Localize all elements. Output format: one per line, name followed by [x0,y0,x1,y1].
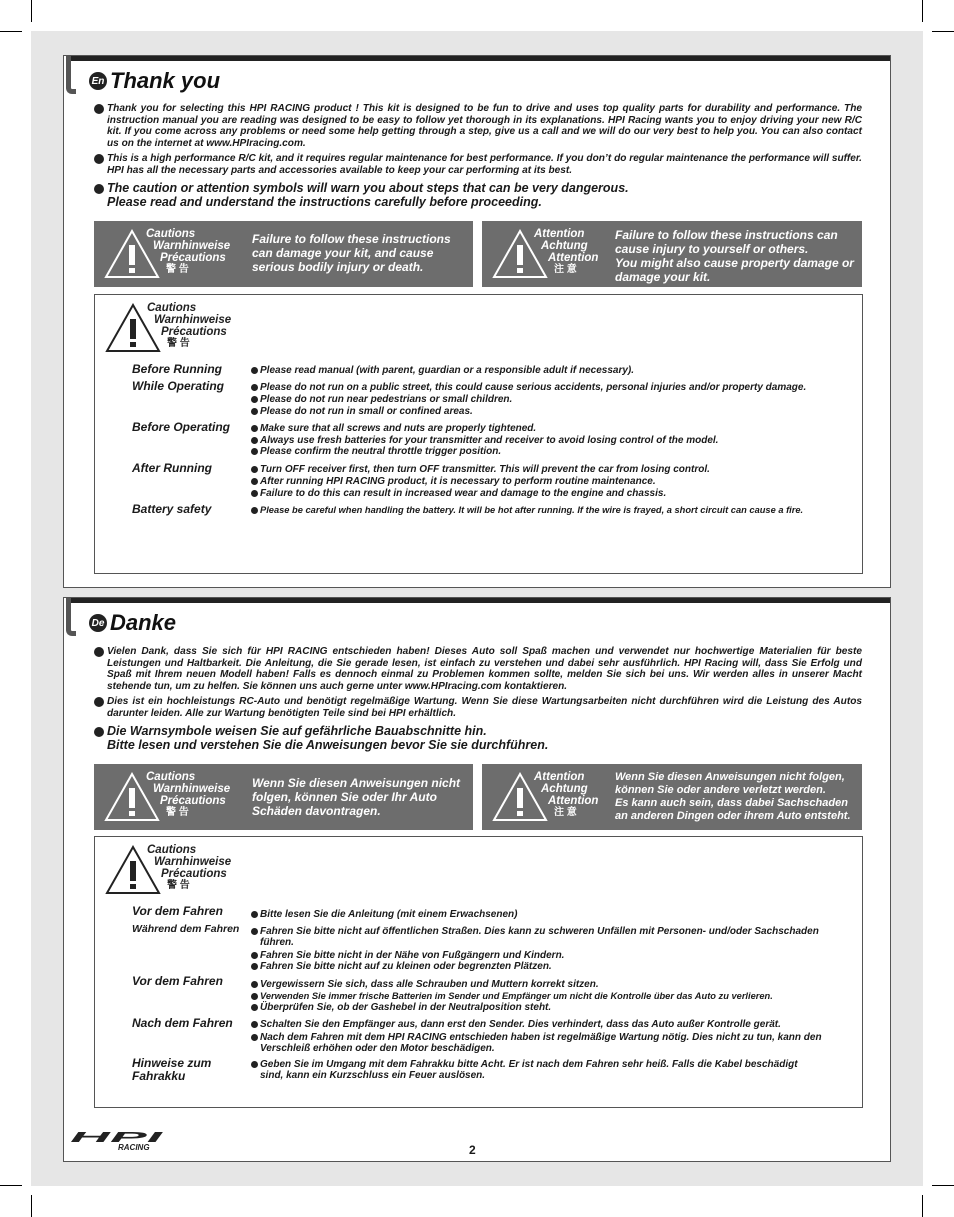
rule-item: Schalten Sie den Empfänger aus, dann erst den Sender. Dies verhindert, dass das Auto außer Kontrolle gerät. [251,1019,860,1030]
rule-label: After Running [132,461,212,475]
rule-item: Please read manual (with parent, guardian or a responsible adult if necessary). [251,365,860,376]
rule-item-continued: Failure to do this can result in increased wear and damage to the engine and chassis. [251,488,860,499]
intro-en [94,103,862,213]
rule-item: Turn OFF receiver first, then turn OFF transmitter. This will prevent the car from losing control. [251,464,860,475]
rule-label: Nach dem Fahren [132,1016,233,1030]
rule-item: Please be careful when handling the battery. It will be hot after running. If the wire is frayed, a short circuit can cause a fire. [251,505,860,516]
caution-words: Cautions Warnhinweise Précautions 警 告 [147,844,232,891]
intro-paragraph: Thank you for selecting this HPI RACING product ! This kit is designed to be fun to drive and uses top quality parts for durability and performance. The instruction manual you are reading was designed to be easy to follow yet thorough in its explanations. HPI Racing wants you to enjoy driving your new R/C kit. If you come across any problems or need some help getting through a step, give us a call and we will do our very best to help you. You can also contact us on the internet at www.HPIracing.com. [94,103,862,149]
rule-item: Überprüfen Sie, ob der Gashebel in der Neutralposition steht. [251,1002,860,1013]
attention-message: Wenn Sie diesen Anweisungen nicht folgen, können Sie oder andere verletzt werden. Es kann auch sein, dass dabei Sachschaden an anderen Dingen oder ihrem Auto entsteht. [615,771,851,822]
rule-item: Please confirm the neutral throttle trigger position. [251,446,860,457]
attention-message: Failure to follow these instructions can cause injury to yourself or others. You might also cause property damage or damage your kit. [615,228,854,284]
rules-box-de [94,836,863,1108]
lang-badge-de: De [89,614,107,632]
section-title-de: Danke [110,610,177,635]
rule-item: Bitte lesen Sie die Anleitung (mit einem Erwachsenen) [251,909,860,920]
intro-paragraph: Vielen Dank, dass Sie sich für HPI RACING entschieden haben! Dieses Auto soll Spaß machen und verwendet nur hochwertige Materialien für beste Leistungen und Haltbarkeit. Die Anleitung, die Sie gerade lesen, ist einfach zu verstehen und dabei sehr ausführlich. HPI Racing will, dass Sie Erfolg und Spaß mit Ihrem neuen Modell haben! Falls es dennoch einmal zu Problemen kommen sollte, melden Sie sich bei uns. Wir werden alles in unserer Macht stehende tun, um zu helfen. Sie können uns auch gerne unter www.HPIracing.com kontaktieren. [94,646,862,692]
rule-item: Fahren Sie bitte nicht auf öffentlichen Straßen. Dies kann zu schweren Unfällen mit Personen- und/oder Sachschaden führen. [251,926,820,948]
caution-words: Cautions Warnhinweise Précautions 警 告 [146,771,231,818]
rule-label: Before Operating [132,420,231,434]
attention-box [482,764,862,830]
intro-paragraph: Dies ist ein hochleistungs RC-Auto und benötigt regelmäßige Wartung. Wenn Sie diese Wartungsarbeiten nicht durchführen wird die Leistung des Autos darunter leiden. Alle zur Wartung benötigten Teile sind bei HPI erhältlich. [94,696,862,719]
intro-warning: The caution or attention symbols will warn you about steps that can be very dangerous. Please read and understand the instructions carefully before proceeding. [94,181,862,209]
rule-label: While Operating [132,379,225,393]
caution-words: Cautions Warnhinweise Précautions 警 告 [147,302,232,349]
rule-label: Vor dem Fahren [132,974,223,988]
rule-item: Fahren Sie bitte nicht auf zu kleinen oder begrenzten Plätzen. [251,961,860,972]
svg-text:HPI: HPI [70,1129,166,1146]
attention-box [482,221,862,287]
lang-badge-en: En [89,72,107,90]
caution-message: Failure to follow these instructions can damage your kit, and cause serious bodily injury or death. [252,232,451,274]
english-section [63,55,891,588]
page-number: 2 [469,1143,476,1157]
rule-item: Verwenden Sie immer frische Batterien im Sender und Empfänger um nicht die Kontrolle über das Auto zu verlieren. [251,991,860,1002]
rule-item: Always use fresh batteries for your transmitter and receiver to avoid losing control of the model. [251,435,860,446]
rule-item: Vergewissern Sie sich, dass alle Schrauben und Muttern korrekt sitzen. [251,979,860,990]
rule-label: Hinweise zum Fahrakku [132,1056,212,1083]
hpi-racing-logo [70,1129,166,1156]
intro-warning: Die Warnsymbole weisen Sie auf gefährliche Bauabschnitte hin. Bitte lesen und verstehen Sie die Anweisungen bevor Sie sie durchführen. [94,724,862,752]
intro-de [94,646,862,756]
german-section [63,597,891,1162]
rule-item: Nach dem Fahren mit dem HPI RACING entschieden haben ist regelmäßige Wartung nötig. Dies nicht zu tun, kann den Verschleiß erhöhen oder den Motor beschädigen. [251,1032,830,1054]
rule-label: Vor dem Fahren [132,904,223,918]
rule-label: Während dem Fahren [132,923,240,935]
caution-box [94,221,473,287]
attention-words: Attention Achtung Attention 注 意 [534,228,599,275]
svg-text:RACING: RACING [118,1143,150,1151]
rule-item: Make sure that all screws and nuts are properly tightened. [251,423,860,434]
rule-item: Please do not run in small or confined areas. [251,406,860,417]
attention-words: Attention Achtung Attention 注 意 [534,771,599,818]
section-title-en: Thank you [110,68,221,93]
rule-item: Geben Sie im Umgang mit dem Fahrakku bitte Acht. Er ist nach dem Fahren sehr heiß. Falls die Kabel beschädigt sind, kann ein Kurzschluss ein Feuer auslösen. [251,1059,820,1081]
rule-item: After running HPI RACING product, it is necessary to perform routine maintenance. [251,476,860,487]
caution-message: Wenn Sie diesen Anweisungen nicht folgen, können Sie oder Ihr Auto Schäden davontragen. [252,776,461,818]
rule-item: Please do not run on a public street, this could cause serious accidents, personal injuries and/or property damage. [251,382,860,393]
rule-item: Please do not run near pedestrians or small children. [251,394,860,405]
rule-label: Before Running [132,362,222,376]
rule-item: Fahren Sie bitte nicht in der Nähe von Fußgängern und Kindern. [251,950,860,961]
rule-label: Battery safety [132,502,212,516]
caution-words: Cautions Warnhinweise Précautions 警 告 [146,228,231,275]
caution-box [94,764,473,830]
intro-paragraph: This is a high performance R/C kit, and it requires regular maintenance for best performance. If you don’t do regular maintenance the performance will suffer. HPI has all the necessary parts and accessories available to keep your car performing at its best. [94,153,862,176]
rules-box-en [94,294,863,574]
